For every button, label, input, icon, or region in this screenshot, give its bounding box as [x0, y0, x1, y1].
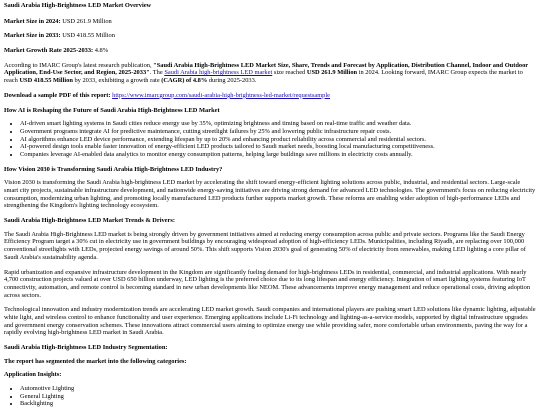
segmentation-subheading: The report has segmented the market into the following categories:	[4, 357, 187, 365]
sample-link[interactable]: https://www.imarcgroup.com/saudi-arabia-high-brightness-led-market/requestsample	[112, 91, 330, 99]
stat-value: 4.8%	[93, 47, 109, 55]
list-item: • Companies leverage AI-enabled data analytics to monitor energy consumption patterns, helping large buildings save millions in electricity costs annually.	[20, 151, 536, 159]
market-link[interactable]: Saudi Arabia high-brightness LED market	[164, 69, 273, 77]
vision-section-heading: How Vision 2030 is Transforming Saudi Arabia High-Brightness LED Industry?	[4, 165, 223, 173]
list-item: • AI-powered design tools enable faster innovation of energy-efficient LED products tailored to Saudi market needs, boosting local manufacturing competitiveness.	[20, 143, 536, 151]
list-item: • Automotive Lighting	[20, 385, 536, 393]
trends-paragraph: The Saudi Arabia High-Brightness LED market is being strongly driven by government initiatives aimed at reducing energy consumption across public and private sectors. Programs like the Saudi Energy Efficiency Program target a 30% cut in electricity use in government buildings by encouraging widespread adoption of high-efficiency LEDs. Municipalities, including Riyadh, are replacing over 100,000 conventional streetlights with LEDs, projected energy savings of around 50%. This shift supports Vision 2030's goal of generating 50% of electricity from renewables, making LED lighting a core pillar of Saudi Arabia's sustainability agenda.	[4, 230, 526, 261]
list-item: • AI algorithms enhance LED device performance, extending lifespan by up to 20% and enhancing product reliability across commercial and residential sectors.	[20, 136, 536, 144]
stat-label: Market Size in 2033:	[4, 32, 61, 40]
stat-value: USD 418.55 Million	[60, 32, 115, 40]
page-title: Saudi Arabia High-Brightness LED Market Overview	[4, 2, 152, 9]
list-item: • Government programs integrate AI for predictive maintenance, cutting streetlight failures by 25% and lowering public infrastructure repair costs.	[20, 128, 536, 136]
stat-market-size-2024	[4, 18, 536, 26]
list-item: • General Lighting	[20, 393, 536, 401]
stat-value: USD 261.9 Million	[60, 17, 112, 25]
application-insights-heading: Application Insights:	[4, 371, 62, 379]
trends-paragraph: Rapid urbanization and expansive infrastructure development in the Kingdom are significantly fueling demand for high-brightness LEDs in residential, commercial, and industrial applications. With nearly 4,700 construction projects valued at over USD 650 billion underway, LED lighting is the preferred choice due to its long lifespan and energy efficiency. Integration of smart lighting systems featuring IoT connectivity, automation, and remote control is becoming standard in new urban developments like NEOM. These advancements improve energy management and reduce operational costs, driving adoption across sectors.	[4, 268, 531, 299]
stat-market-size-2033	[4, 32, 536, 40]
stat-label: Market Growth Rate 2025-2033:	[4, 47, 94, 55]
ai-section-heading: How AI is Reshaping the Future of Saudi Arabia High-Brightness LED Market	[4, 106, 220, 114]
report-title: "Saudi Arabia High-Brightness LED Market Size, Share, Trends and Forecast by Application, Distribution Channel, Indoor and Outdoor Application, End-Use Sector, and Region, 2025-2033"	[4, 61, 529, 77]
stat-growth-rate	[4, 47, 536, 55]
sample-download	[4, 92, 536, 100]
ai-list	[4, 120, 536, 158]
list-item: • AI-driven smart lighting systems in Saudi cities reduce energy use by 35%, optimizing brightness and timing based on real-time traffic and weather data.	[20, 120, 536, 128]
segmentation-heading: Saudi Arabia High-Brightness LED Industry Segmentation:	[4, 344, 168, 351]
trends-paragraph: Technological innovation and industry modernization trends are accelerating LED market growth. Saudi companies and international players are pushing smart LED solutions like dynamic lighting, adjustable white light, and wireless control to enhance functionality and user experience. Emerging applications include Li-Fi technology and lighting-as-a-service models, supported by digital infrastructure upgrades and government energy conservation schemes. These innovations attract commercial users aiming to optimize energy use while providing safer, more comfortable urban environments, paving the way for a rapidly evolving high-brightness LED market in Saudi Arabia.	[4, 306, 536, 337]
sample-label: Download a sample PDF of this report:	[4, 91, 111, 99]
trends-section-heading: Saudi Arabia High-Brightness LED Market Trends & Drivers:	[4, 217, 175, 225]
stat-label: Market Size in 2024:	[4, 17, 61, 25]
intro-paragraph: According to IMARC Group's latest research publication, "Saudi Arabia High-Brightness LED Market Size, Share, Trends and Forecast by Application, Distribution Channel, Indoor and Outdoor Application, End-Use Sector, and Region, 2025-2033". The Saudi Arabia high-brightness LED market size reached USD 261.9 Million in 2024. Looking forward, IMARC Group expects the market to reach USD 418.55 Million by 2033, exhibiting a growth rate (CAGR) of 4.8% during 2025-2033.	[4, 61, 529, 85]
list-item: • Backlighting	[20, 400, 536, 408]
vision-paragraph: Vision 2030 is transforming the Saudi Arabia high-brightness LED market by accelerating the shift toward energy-efficient lighting solutions across public, industrial, and residential sectors. Large-scale smart city projects, sustainable infrastructure development, and nationwide energy-saving initiatives are driving strong demand for advanced LED technologies. The government's focus on reducing electricity consumption, modernizing urban lighting, and promoting locally manufactured LED products further supports market growth. These reforms are enabling wider adoption of high-performance LEDs and strengthening the Kingdom's lighting technology ecosystem.	[4, 179, 536, 210]
